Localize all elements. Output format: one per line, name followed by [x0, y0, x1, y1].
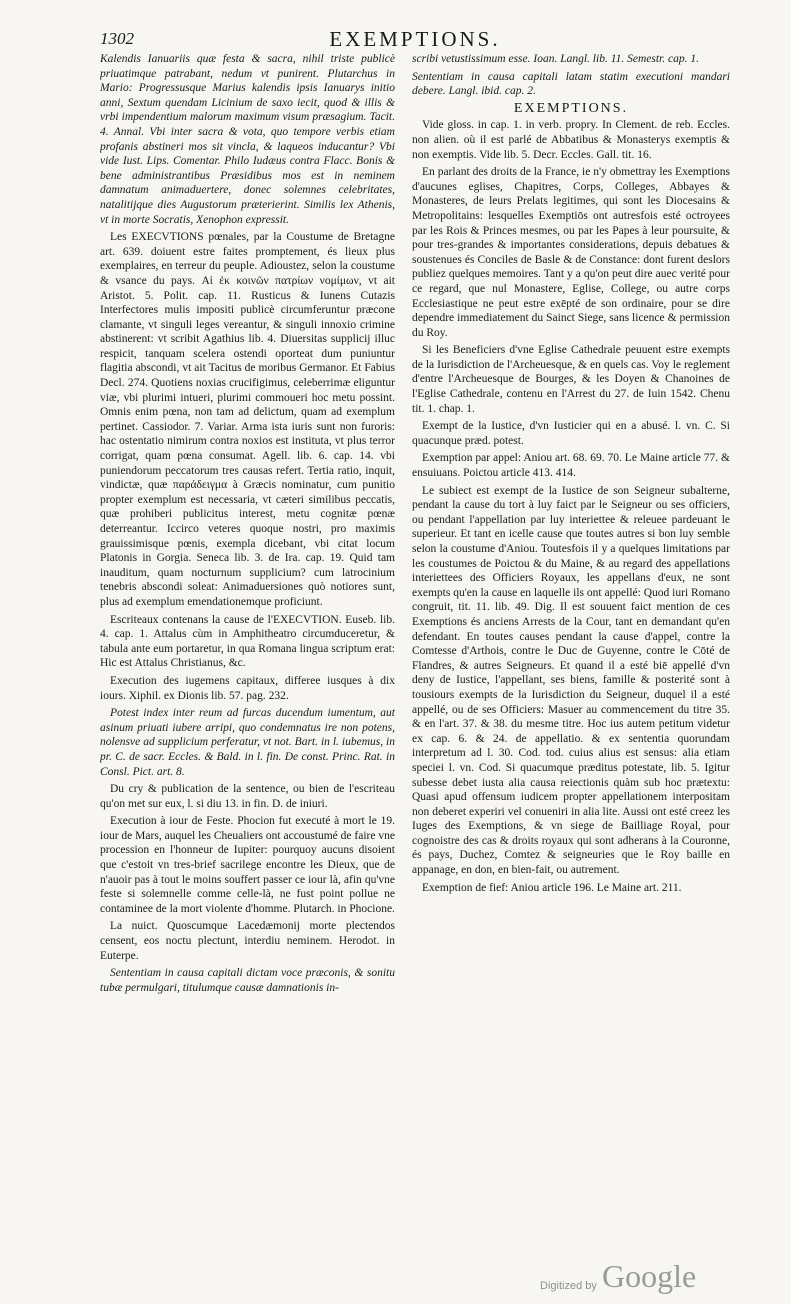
paragraph: Exemption par appel: Aniou art. 68. 69. 70. Le Maine article 77. & ensuiuans. Poictou article 413. 414. [412, 452, 730, 480]
paragraph: La nuict. Quoscumque Lacedæmonij morte plectendos censent, eos noctu plectunt, interdiu neminem. Herodot. in Euterpe. [100, 920, 395, 962]
paragraph: Si les Beneficiers d'vne Eglise Cathedrale peuuent estre exempts de la Iurisdiction de l'Archeuesque, & en quels cas. Voy le reglement d'entre l'Archeuesque de Bourges, & les Doyen & Chanoines de l'Eglise Cathedrale, contenu en l'Arrest du 27. de Iuin 1542. Chenu tit. 1. chap. 1. [412, 344, 730, 415]
paragraph: Escriteaux contenans la cause de l'EXECVTION. Euseb. lib. 4. cap. 1. Attalus cùm in Amphitheatro circumduceretur, & tabula ante eum portaretur, in qua Romana lingua scriptum erat: Hic est Attalus Christianus, &c. [100, 613, 395, 670]
right-column-continuation [412, 52, 730, 99]
paragraph: Sententiam in causa capitali latam statim executioni mandari debere. Langl. ibid. cap. 2. [412, 70, 730, 98]
paragraph: Les EXECVTIONS pœnales, par la Coustume de Bretagne art. 639. doiuent estre faites promptement, és lieux plus exemplaires, en terreur du peuple. Adioustez, selon la coustume & vsance du pays. Αἱ ἐκ κοινῶν πατρίων νομίμων, vt ait Aristot. 5. Polit. cap. 11. Rusticus & Iunens Cutazis Interfectores mulis impositi publicè circumferuntur præcone clamante, vt singuli leges vereantur, & singuli innoxio crimine abstinerent: vt scribit Agathius lib. 4. Diuersitas supplicij illuc respicit, tanquam scelera ostendi oporteat dum puniuntur flagitia abscondi, vt ait Tacitus de moribus Germanor. Et Fabius Decl. 274. Quotiens noxias crucifigimus, celeberrimæ eliguntur viæ, vbi plurimi intueri, plurimi commoueri hoc metu possint. Omnis enim pœna, non tam ad delictum, quam ad exemplum pertinet. Cassiodor. 7. Variar. Arma ista iuris sunt non furoris: hac ostentatio nimirum contra noxios est instituta, vt plus terror corrigat, quam pœna consumat. Agell. lib. 6. cap. 14. vbi puniendorum peccatorum tres causas refert. Tertia ratio, inquit, vindictæ, quæ παράδειγμα à Græcis nominatur, cum punitio propter exemplum est necessaria, vt cæteri similibus peccatis, quæ prohiberi publicitus interest, metu cognitæ pœnæ deterreantur. Iccirco veteres quoque nostri, pro maximis grauissimisque pœnis, exempla dicebant, vbi citat locum Platonis in Gorgia. Seneca lib. 3. de Ira. cap. 19. Quid tam inauditum, quam nocturnum supplicium? cum latrocinium tenebris abscondi soleat: Animaduersiones quò notiores sunt, plus ad exemplum emendationemque proficiunt. [100, 231, 395, 608]
paragraph: Exempt de la Iustice, d'vn Iusticier qui en a abusé. l. vn. C. Si quacunque præd. potest. [412, 420, 730, 447]
digitized-watermark [540, 1258, 770, 1298]
left-column [100, 52, 395, 1282]
google-logo: Google [602, 1258, 697, 1294]
section-heading: EXEMPTIONS. [513, 100, 629, 116]
paragraph: Execution à iour de Feste. Phocion fut executé à mort le 19. iour de Mars, auquel les Cheualiers ont accoustumé de faire vne procession en l'honneur de Iupiter: pourquoy aucuns disoient que c'estoit vn tres-brief sacrilege encontre les Dieux, que de n'auoir pas à tout le moins souffert passer ce iour là, afin qu'vne feste si solemnelle comme celle-là, ne fust point pollue ne contaminee de la mort violente d'homme. Plutarch. in Phocione. [100, 815, 395, 915]
paragraph: Le subiect est exempt de la Iustice de son Seigneur subalterne, pendant la cause du tort à luy faict par le Seigneur ou ses officiers, ou pendant l'appellation par luy interiettee & releuee pardeuant le superieur. Et tant en icelle cause que toutes autres si bon luy semble selon la coustume d'Aniou. Toutesfois il y a quelques limitations par les coustumes de Poictou & du Maine, & au regard des appellations interiettees des Officiers Royaux, les appellans d'eux, ne sont exempts qu'en la cause en laquelle ils ont appellé: Quod iuri Romano congruit, tit. 11. lib. 49. Dig. Il est souuent faict mention de ces Exemptions és anciens Arrests de la Cour, tant en demandant qu'en defendant. En toutes causes pendant la cause d'appel, contre la Comtesse d'Arthois, contre le Duc de Guyenne, contre le Cōté de Flandres, & autres Seigneurs. Et quand il a esté biē appellé d'vn deny de Iustice, l'appellant, ses biens, famille & posterité sont à tousiours exempts de la Iurisdiction du Seigneur, duquel il a esté appellé, ou de ses Officiers: Masuer au commencement du titre 35. & en l'art. 37. & 38. du mesme titre. Hoc ius autem petitum videtur ex cap. 6. & 24. de appellatio. & ex sententia quorundam interpretum ad l. 30. Cod. tod. cuius alius est sensus: alia etiam speciei l. vn. Cod. Si quacumque præditus potestate, lib. 5. Igitur subesse debet iusta alia causa reiectionis quàm sub hoc prætextu: Quasi apud offensum iudicem propter appellationem interpositam non deberet experiri vel conueniri in alia lite. Aussi ont esté creez les Iuges des Exemptions, & vn siege de Bailliage Royal, pour cognoistre des cas & droits royaux qui sont adherans à la Couronne, és pays, Duchez, Comtez & seigneuries que le Roy baille en appanage, en don, en bien-fait, ou autrement. [412, 484, 730, 877]
paragraph: Du cry & publication de la sentence, ou bien de l'escriteau qu'on met sur eux, l. si diu 13. in fin. D. de iniuri. [100, 783, 395, 810]
paragraph: Potest index inter reum ad furcas ducendum iumentum, aut asinum priuati iubere arripi, quo condemnatus ire non potens, nolensve ad supplicium perferatur, vt not. Bart. in l. iubemus, in pr. C. de sacr. Eccles. & Bald. in l. fin. De const. Princ. Rat. in Consl. Pict. art. 8. [100, 707, 395, 778]
right-column-body [412, 118, 730, 895]
paragraph: Exemption de fief: Aniou article 196. Le Maine art. 211. [422, 881, 682, 894]
page-header [100, 27, 730, 53]
paragraph: En parlant des droits de la France, ie n'y obmettray les Exemptions d'aucunes eglises, Chapitres, Corps, Colleges, Abbayes & Monasteres, de leurs Prelats legitimes, qui sont les Diocesains & Metropolitains: lesquelles Exemptiōs ont autresfois esté octroyees par les Rois & Princes mesmes, ou par les Papes à leur poursuite, & pour tres-grandes & importantes considerations, depuis debatues & soustenues és Conciles de Basle & de Constance: dont furent deslors publiez quelques memoires. Tant y a qu'on peut dire auec verité pour ce regard, que nul Monastere, Eglise, College, ou autre corps Ecclesiastique ne peut estre exēpté de son ordinaire, pour se dire dependre immediatement du Sainct Siege, sans licence & permission du Roy. [412, 166, 730, 339]
watermark-text: Digitized by [540, 1280, 597, 1292]
paragraph: scribi vetustissimum esse. Ioan. Langl. lib. 11. Semestr. cap. 1. [412, 53, 699, 65]
running-head: EXEMPTIONS. [329, 27, 501, 51]
page-number: 1302 [100, 29, 134, 48]
paragraph: Kalendis Ianuariis quæ festa & sacra, nihil triste publicè priuatimque patrabant, nedum vt punirent. Plutarchus in Mario: Progressusque Marius kalendis ipsis Ianuarys initio anni, Sextum quendam Licinium de saxo iecit, quod & illis & vrbi impendentium malorum maximum visum præsagium. Tacit. 4. Annal. Vbi inter sacra & vota, quo tempore verbis etiam profanis abstineri mos sit vincla, & laqueos inducantur? Vbi vide Iust. Lips. Comentar. Philo Iudæus contra Flacc. Bonis & bene administrantibus Præsidibus mos est in neminem damnatum animaduertere, donec solemnes celebritates, natalitijque dies Augustorum præterierint. Similis lex Athenis, vt in morte Socratis, Xenophon expressit. [100, 53, 395, 226]
right-column [412, 52, 730, 1282]
paragraph: Sententiam in causa capitali dictam voce præconis, & sonitu tubæ permulgari, titulumque causæ damnationis in- [100, 967, 395, 994]
paragraph: Vide gloss. in cap. 1. in verb. propry. In Clement. de reb. Eccles. non alien. où il est parlé de Abbatibus & Monasterys exemptis & non exemptis. Vide lib. 5. Decr. Eccles. Gall. tit. 16. [412, 119, 730, 161]
paragraph: Execution des iugemens capitaux, differee iusques à dix iours. Xiphil. ex Dionis lib. 57. pag. 232. [100, 674, 395, 702]
